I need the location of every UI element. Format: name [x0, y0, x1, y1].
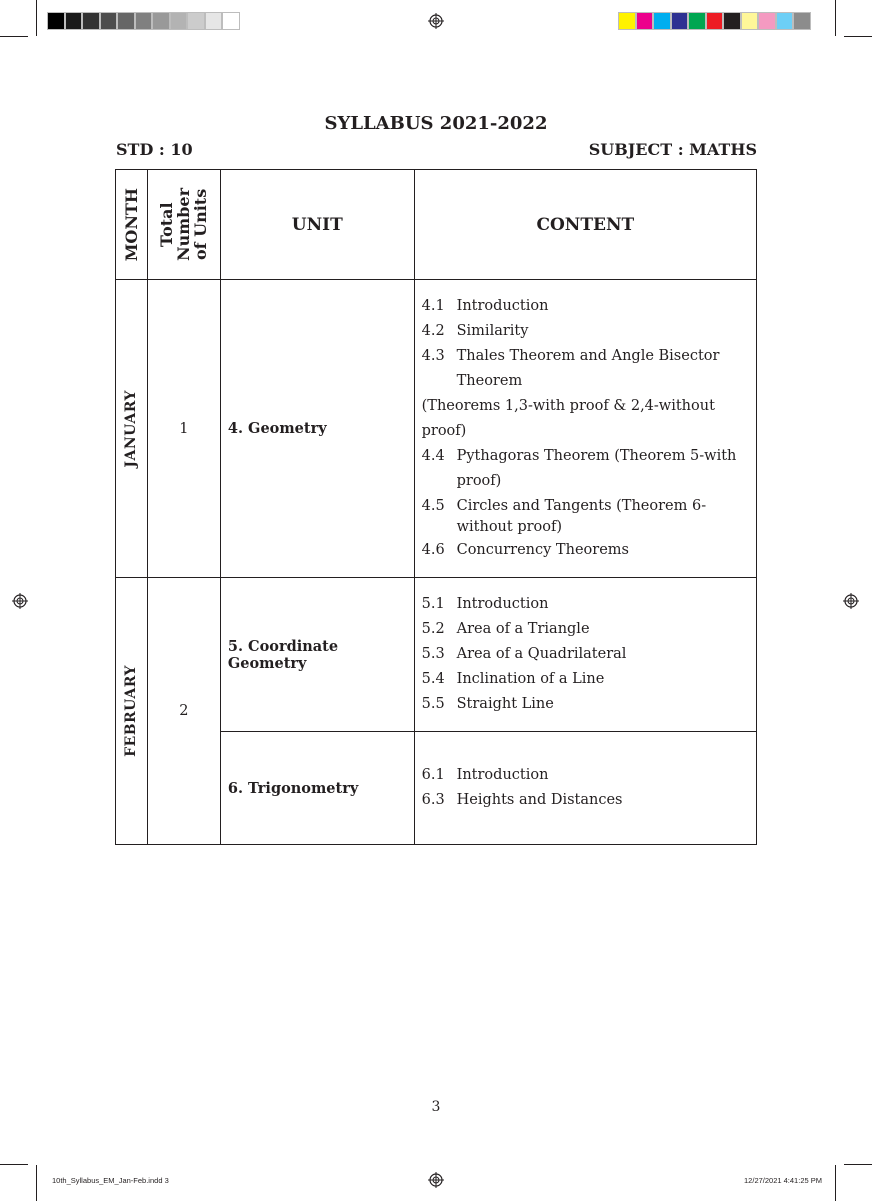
table-header-row: [116, 170, 757, 280]
crop-mark: [835, 1165, 836, 1201]
color-swatch: [688, 12, 706, 30]
list-item: 4.3 Thales Theorem and Angle Bisector Theorem: [421, 348, 720, 389]
color-swatch-bar: [618, 12, 811, 30]
unit-name-cell: 4. Geometry: [220, 280, 414, 578]
content-cell: [414, 578, 756, 732]
list-item: 5.5 Straight Line: [421, 696, 554, 712]
list-item: 5.3 Area of a Quadrilateral: [421, 646, 627, 662]
list-item: 6.3 Heights and Distances: [421, 792, 623, 808]
color-swatch: [671, 12, 689, 30]
subject-label: SUBJECT : MATHS: [588, 140, 757, 159]
color-swatch: [653, 12, 671, 30]
unit-header: UNIT: [220, 170, 414, 280]
color-swatch: [65, 12, 83, 30]
month-cell: FEBRUARY: [116, 578, 148, 845]
content-cell: [414, 280, 756, 578]
unit-count-cell: 2: [147, 578, 220, 845]
registration-mark-icon: [12, 593, 28, 609]
crop-mark: [0, 36, 28, 37]
color-swatch: [636, 12, 654, 30]
color-swatch: [170, 12, 188, 30]
list-item: 4.6 Concurrency Theorems: [421, 542, 629, 558]
color-swatch: [152, 12, 170, 30]
color-swatch: [706, 12, 724, 30]
color-swatch: [776, 12, 794, 30]
color-swatch: [100, 12, 118, 30]
std-label: STD : 10: [116, 140, 193, 159]
color-swatch: [117, 12, 135, 30]
color-swatch: [205, 12, 223, 30]
crop-mark: [844, 36, 872, 37]
crop-mark: [0, 1164, 28, 1165]
color-swatch: [741, 12, 759, 30]
crop-mark: [36, 1165, 37, 1201]
color-swatch: [222, 12, 240, 30]
content-cell: [414, 732, 756, 845]
crop-mark: [36, 0, 37, 36]
month-cell: JANUARY: [116, 280, 148, 578]
gray-swatch-bar: [47, 12, 240, 30]
unit-name-cell: 6. Trigonometry: [220, 732, 414, 845]
color-swatch: [82, 12, 100, 30]
content-header: CONTENT: [414, 170, 756, 280]
units-count-header: Total Number of Units: [147, 170, 220, 280]
color-swatch: [187, 12, 205, 30]
page-title: SYLLABUS 2021-2022: [324, 113, 548, 134]
list-item: 6.1 Introduction: [421, 767, 549, 783]
list-item: 4.2 Similarity: [421, 323, 529, 339]
month-header: MONTH: [116, 170, 148, 280]
unit-count-cell: 1: [147, 280, 220, 578]
color-swatch: [758, 12, 776, 30]
registration-mark-icon: [428, 1172, 444, 1188]
color-swatch: [793, 12, 811, 30]
color-swatch: [723, 12, 741, 30]
list-item: 4.1 Introduction: [421, 298, 549, 314]
crop-mark: [844, 1164, 872, 1165]
list-item: 5.1 Introduction: [421, 596, 549, 612]
syllabus-table: [115, 169, 757, 845]
registration-mark-icon: [843, 593, 859, 609]
list-item-note: (Theorems 1,3-with proof & 2,4-without proof): [421, 398, 715, 439]
table-row: [116, 578, 757, 732]
slug-timestamp: 12/27/2021 4:41:25 PM: [744, 1176, 822, 1185]
unit-name-cell: 5. Coordinate Geometry: [220, 578, 414, 732]
list-item: 4.4 Pythagoras Theorem (Theorem 5-with proof): [421, 448, 737, 489]
crop-mark: [835, 0, 836, 36]
page-number: 3: [431, 1099, 441, 1115]
color-swatch: [47, 12, 65, 30]
color-swatch: [135, 12, 153, 30]
table-row: [116, 280, 757, 578]
registration-mark-icon: [428, 13, 444, 29]
color-swatch: [618, 12, 636, 30]
list-item: 5.2 Area of a Triangle: [421, 621, 590, 637]
list-item: 5.4 Inclination of a Line: [421, 671, 605, 687]
slug-filename: 10th_Syllabus_EM_Jan-Feb.indd 3: [52, 1176, 169, 1185]
list-item: 4.5 Circles and Tangents (Theorem 6-without proof): [421, 498, 707, 535]
